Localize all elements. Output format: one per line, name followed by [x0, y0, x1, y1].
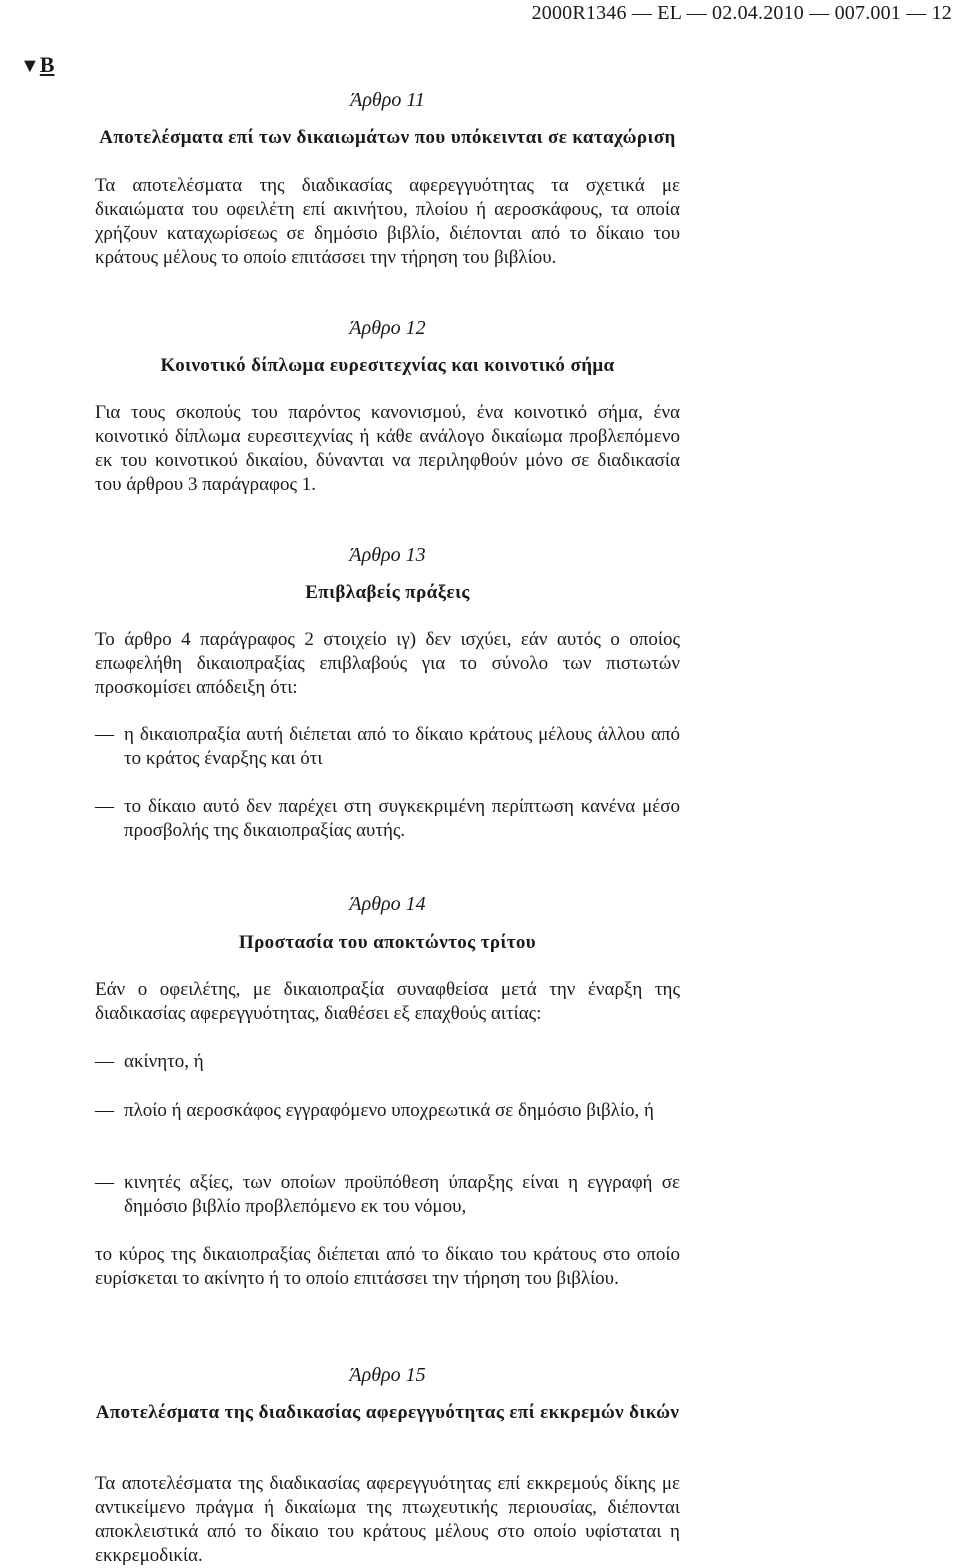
list-item: [95, 723, 680, 771]
list-item: [95, 1099, 680, 1123]
amendment-letter: B: [39, 52, 55, 77]
article-14-closing-paragraph: το κύρος της δικαιοπραξίας διέπεται από το δίκαιο του κράτους στο οποίο ευρίσκεται το ακίνητο ή το οποίο επιτάσσει την τήρηση του βιβλίου.: [95, 1244, 680, 1289]
article-14-heading: Προστασία του αποκτώντος τρίτου: [238, 932, 537, 953]
list-item-text: ακίνητο, ή: [124, 1051, 204, 1072]
amendment-marker: [20, 52, 54, 78]
article-15-title: Άρθρο 15: [349, 1364, 426, 1386]
list-item-text: η δικαιοπραξία αυτή διέπεται από το δίκαιο κράτους μέλους άλλου από το κράτος έναρξης και ότι: [124, 724, 680, 769]
article-12-heading: Κοινοτικό δίπλωμα ευρεσιτεχνίας και κοινοτικό σήμα: [160, 355, 615, 376]
article-15-heading: Αποτελέσματα της διαδικασίας αφερεγγυότητας επί εκκρεμών δικών: [95, 1402, 680, 1423]
article-12-title: Άρθρο 12: [349, 317, 426, 339]
document-reference-header: 2000R1346 — EL — 02.04.2010 — 007.001 — 12: [531, 2, 952, 24]
article-14-title: Άρθρο 14: [349, 893, 426, 915]
article-11-title: Άρθρο 11: [350, 89, 425, 111]
list-item-text: πλοίο ή αεροσκάφος εγγραφόμενο υποχρεωτικά σε δημόσιο βιβλίο, ή: [124, 1100, 654, 1121]
list-dash: —: [95, 724, 114, 745]
article-15-paragraph: Τα αποτελέσματα της διαδικασίας αφερεγγυότητας επί εκκρεμούς δίκης με αντικείμενο πράγμα ή δικαίωμα της πτωχευτικής περιουσίας, διέπονται αποκλειστικά από το δίκαιο του κράτους μέλους στο οποίο υφίσταται η εκκρεμοδικία.: [95, 1473, 680, 1566]
article-13-paragraph: Το άρθρο 4 παράγραφος 2 στοιχείο ιγ) δεν ισχύει, εάν αυτός ο οποίος επωφελήθη δικαιοπραξίας επιβλαβούς για το σύνολο των πιστωτών προσκομίσει απόδειξη ότι:: [95, 629, 680, 698]
article-13-heading: Επιβλαβείς πράξεις: [305, 582, 470, 603]
list-item: [95, 795, 680, 843]
list-item: [95, 1050, 680, 1074]
list-item-text: το δίκαιο αυτό δεν παρέχει στη συγκεκριμένη περίπτωση κανένα μέσο προσβολής της δικαιοπραξίας αυτής.: [124, 796, 680, 841]
list-dash: —: [95, 1100, 114, 1121]
list-item: [95, 1171, 680, 1219]
list-dash: —: [95, 1051, 114, 1072]
article-11-paragraph: Τα αποτελέσματα της διαδικασίας αφερεγγυότητας τα σχετικά με δικαιώματα του οφειλέτη επί ακινήτου, πλοίου ή αεροσκάφους, τα οποία χρήζουν καταχωρίσεως σε δημόσιο βιβλίο, διέπονται από το δίκαιο του κράτους μέλους το οποίο επιτάσσει την τήρηση του βιβλίου.: [95, 175, 680, 268]
article-14-paragraph: Εάν ο οφειλέτης, με δικαιοπραξία συναφθείσα μετά την έναρξη της διαδικασίας αφερεγγυότητας, διαθέσει εξ επαχθούς αιτίας:: [95, 979, 680, 1024]
list-item-text: κινητές αξίες, των οποίων προϋπόθεση ύπαρξης είναι η εγγραφή σε δημόσιο βιβλίο προβλεπόμενο εκ του νόμου,: [124, 1172, 680, 1217]
article-13-title: Άρθρο 13: [349, 544, 426, 566]
article-12-paragraph: Για τους σκοπούς του παρόντος κανονισμού, ένα κοινοτικό σήμα, ένα κοινοτικό δίπλωμα ευρεσιτεχνίας ή κάθε ανάλογο δικαίωμα προβλεπόμενο εκ του κοινοτικού δικαίου, δύνανται να περιληφθούν μόνο σε διαδικασία του άρθρου 3 παράγραφος 1.: [95, 402, 680, 495]
list-dash: —: [95, 796, 114, 817]
list-dash: —: [95, 1172, 114, 1193]
triangle-down-icon: ▼: [20, 55, 40, 77]
article-11-heading: Αποτελέσματα επί των δικαιωμάτων που υπόκεινται σε καταχώριση: [99, 127, 676, 148]
